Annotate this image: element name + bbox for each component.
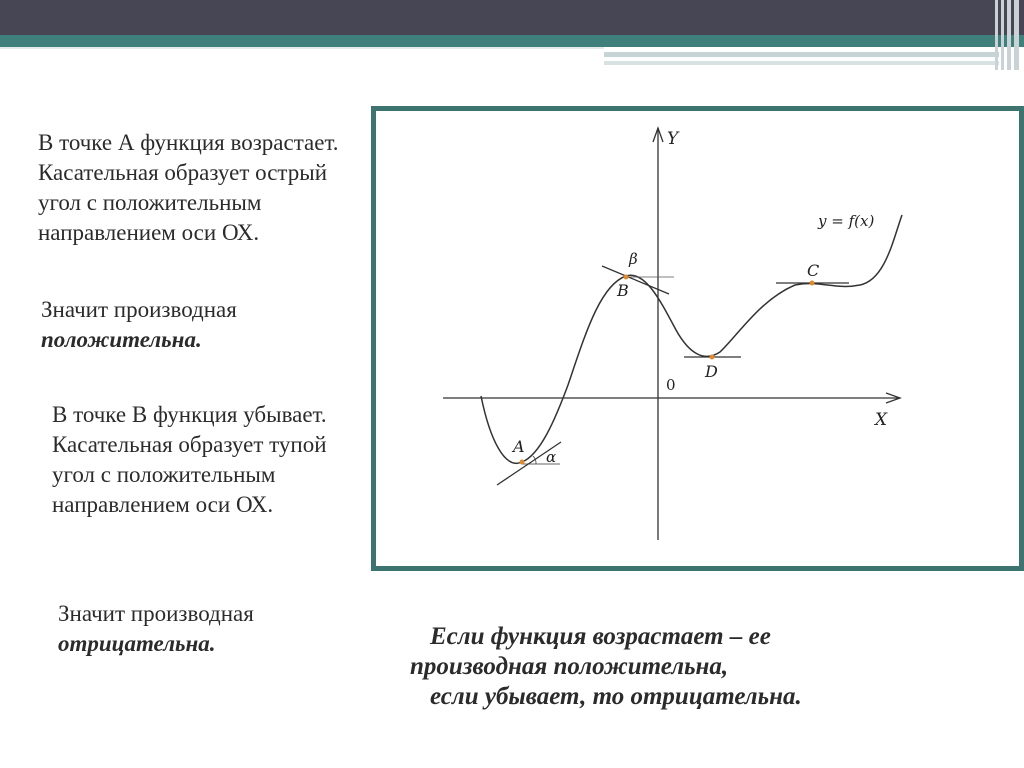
label-y-axis: Y (667, 129, 679, 149)
function-graph (376, 111, 1019, 566)
point-b-description: В точке В функция убывает. Касательная образует тупой угол с положительным направлением оси ОХ. (52, 402, 327, 517)
graph-frame (371, 106, 1024, 571)
summary-line-3: если убывает, то отрицательна. (430, 683, 802, 710)
function-label: y = f(x) (818, 212, 875, 230)
header-line-lower (604, 61, 999, 65)
label-x-axis: X (875, 410, 888, 430)
function-curve (481, 215, 902, 463)
conclusion-a-value: положительна. (41, 327, 202, 352)
conclusion-a-prefix: Значит производная (41, 297, 237, 322)
label-alpha: α (546, 448, 557, 466)
label-b: B (617, 281, 629, 300)
label-beta: β (629, 250, 638, 268)
tangent-at-b (602, 266, 669, 294)
header-rule (0, 47, 604, 49)
point-d-marker (710, 355, 715, 360)
header-line-upper (604, 52, 999, 57)
conclusion-b (58, 599, 358, 659)
point-a-marker (520, 460, 525, 465)
point-a-description: В точке А функция возрастает. Касательная образует острый угол с положительным направлением оси ОХ. (38, 130, 339, 245)
header-accent-bar (0, 35, 1024, 47)
point-b-marker (624, 275, 629, 280)
label-a: A (513, 437, 525, 456)
label-d: D (705, 362, 718, 381)
label-c: C (807, 261, 820, 280)
summary (400, 622, 940, 712)
conclusion-a (41, 295, 341, 355)
summary-line-2: производная положительна, (410, 653, 729, 680)
header-bar (0, 0, 1024, 35)
conclusion-b-prefix: Значит производная (58, 601, 254, 626)
label-origin: 0 (666, 376, 676, 394)
summary-line-1: Если функция возрастает – ее (430, 623, 771, 650)
point-c-marker (810, 281, 815, 286)
conclusion-b-value: отрицательна. (58, 631, 216, 656)
header-stripes (993, 0, 1024, 70)
